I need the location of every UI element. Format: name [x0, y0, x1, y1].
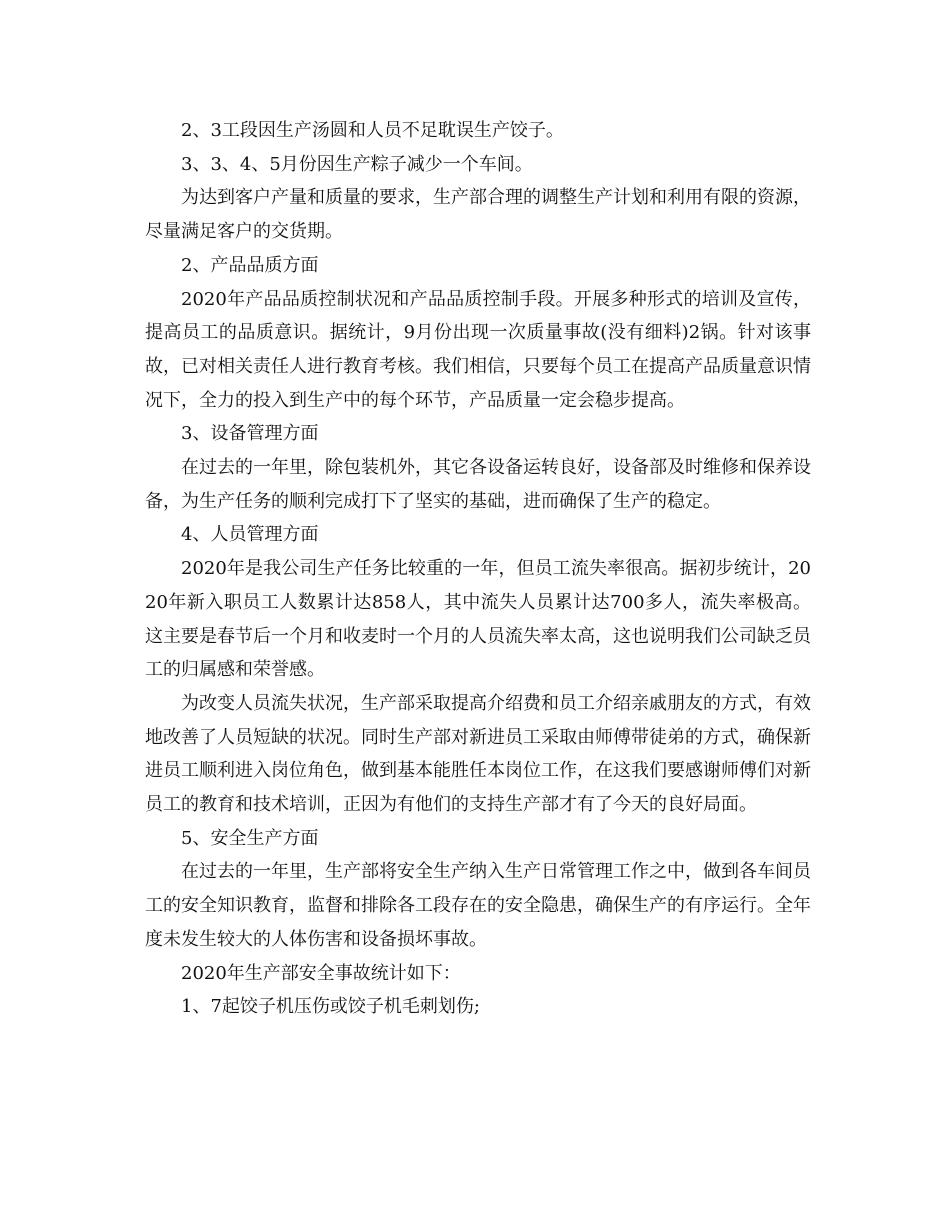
- paragraph-production-planning: 为达到客户产量和质量的要求，生产部合理的调整生产计划和利用有限的资源，尽量满足客户的交货期。: [145, 187, 811, 243]
- paragraph-safety: 在过去的一年里，生产部将安全生产纳入生产日常管理工作之中，做到各车间员工的安全知识教育，监督和排除各工段存在的安全隐患，确保生产的有序运行。全年度未发生较大的人体伤害和设备损坏事故。: [145, 861, 811, 950]
- section-heading-equipment: 3、设备管理方面: [181, 423, 319, 445]
- paragraph-personnel-turnover: 2020年是我公司生产任务比较重的一年，但员工流失率很高。据初步统计，2020年新入职员工人数累计达858人，其中流失人员累计达700多人，流失率极高。这主要是春节后一个月和收麦时一个月的人员流失率太高，这也说明我们公司缺乏员工的归属感和荣誉感。: [145, 558, 811, 681]
- paragraph-safety-statistics-intro: 2020年生产部安全事故统计如下：: [181, 962, 461, 984]
- paragraph-personnel-measures: 为改变人员流失状况，生产部采取提高介绍费和员工介绍亲戚朋友的方式，有效地改善了人员短缺的状况。同时生产部对新进员工采取由师傅带徒弟的方式，确保新进员工顺利进入岗位角色，做到基本能胜任本岗位工作，在这我们要感谢师傅们对新员工的教育和技术培训，正因为有他们的支持生产部才有了今天的良好局面。: [145, 692, 811, 816]
- list-item-safety-incident: 1、7起饺子机压伤或饺子机毛刺划伤;: [181, 996, 480, 1018]
- list-item-workshop-reduction: 3、3、4、5月份因生产粽子减少一个车间。: [181, 153, 533, 175]
- section-heading-personnel: 4、人员管理方面: [181, 524, 319, 546]
- paragraph-quality: 2020年产品品质控制状况和产品品质控制手段。开展多种形式的培训及宣传，提高员工的品质意识。据统计，9月份出现一次质量事故(没有细料)2锅。针对该事故，已对相关责任人进行教育考核。我们相信，只要每个员工在提高产品质量意识情况下，全力的投入到生产中的每个环节，产品质量一定会稳步提高。: [145, 288, 811, 411]
- list-item-workshop-delay: 2、3工段因生产汤圆和人员不足耽误生产饺子。: [181, 120, 564, 141]
- document-body: [145, 114, 811, 1024]
- section-heading-safety: 5、安全生产方面: [181, 827, 319, 849]
- section-heading-quality: 2、产品品质方面: [181, 254, 319, 276]
- paragraph-equipment: 在过去的一年里，除包装机外，其它各设备运转良好，设备部及时维修和保养设备，为生产任务的顺利完成打下了坚实的基础，进而确保了生产的稳定。: [145, 457, 811, 512]
